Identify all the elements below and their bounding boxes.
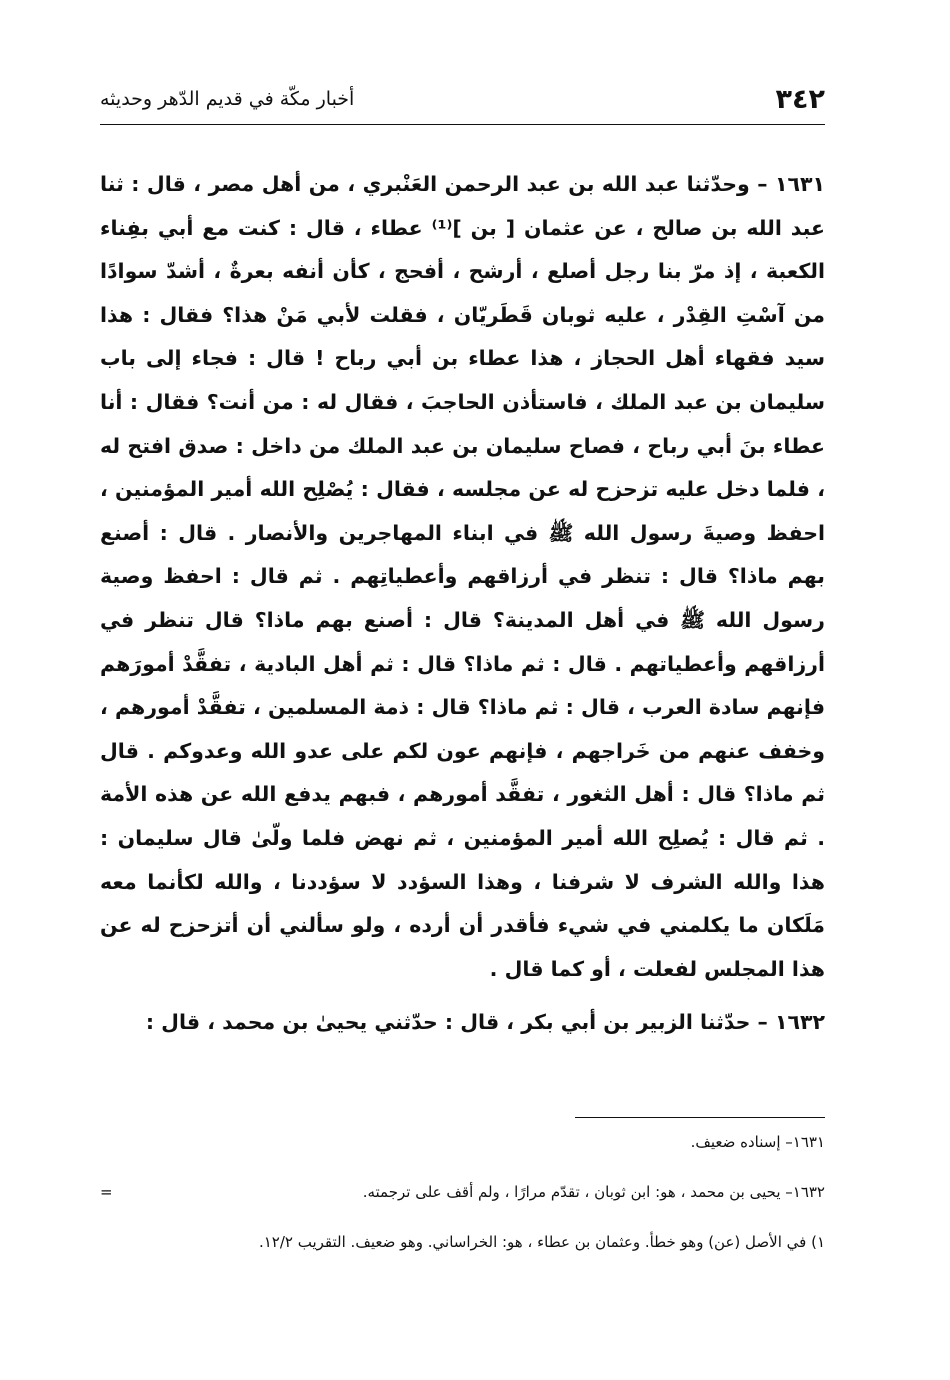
footnote-1632	[100, 1180, 825, 1204]
main-text	[100, 163, 825, 1045]
footnote-1632-text: ١٦٣٢– يحيى بن محمد ، هو: ابن ثوبان ، تقدّم مرارًا ، ولم أقف على ترجمته.	[362, 1183, 825, 1201]
hadith-1632: ١٦٣٢ – حدّثنا الزبير بن أبي بكر ، قال : حدّثني يحيىٰ بن محمد ، قال :	[145, 1010, 825, 1035]
footnote-continuation-mark: =	[100, 1183, 113, 1201]
footnote-1-text: ١) في الأصل (عن) وهو خطأ. وعثمان بن عطاء ، هو: الخراساني. وهو ضعيف. التقريب ١٢/٢.	[258, 1233, 825, 1251]
footnote-1631	[100, 1130, 825, 1154]
footnote-1631-text: ١٦٣١– إسناده ضعيف.	[690, 1133, 825, 1151]
running-header	[100, 82, 825, 120]
footnotes	[100, 1130, 825, 1280]
book-title: أخبار مكّة في قديم الدّهر وحديثه	[100, 88, 355, 110]
header-divider	[100, 124, 825, 125]
page-number: ٣٤٢	[775, 84, 825, 115]
hadith-1631: ١٦٣١ – وحدّثنا عبد الله بن عبد الرحمن العَنْبري ، من أهل مصر ، قال : ثنا عبد الله بن صالح ، عن عثمان [ بن ]⁽¹⁾ عطاء ، قال : كنت مع أبي بفِناء الكعبة ، إذ مرّ بنا رجل أصلع ، أرشح ، أفحج ، كأن أنفه بعرةٌ ، أشدّ سوادًا من آسْتِ القِدْر ، عليه ثوبان قَطَريّان ، فقلت لأبي مَنْ هذا؟ فقال : هذا سيد فقهاء أهل الحجاز ، هذا عطاء بن أبي رباح ! قال : فجاء إلى باب سليمان بن عبد الملك ، فاستأذن الحاجبَ ، فقال له : من أنت؟ فقال : أنا عطاء بنَ أبي رباح ، فصاح سليمان بن عبد الملك من داخل : صدق افتح له ، فلما دخل عليه تزحزح له عن مجلسه ، فقال : يُصْلِح الله أمير المؤمنين ، احفظ وصيةَ رسول الله ﷺ في ابناء المهاجرين والأنصار . قال : أصنع بهم ماذا؟ قال : تنظر في أرزاقهم وأعطياتِهم . ثم قال : احفظ وصية رسول الله ﷺ في أهل المدينة؟ قال : أصنع بهم ماذا؟ قال تنظر في أرزاقهم وأعطياتهم . قال : ثم ماذا؟ قال : ثم أهل البادية ، تفقَّدْ أمورَهم فإنهم سادة العرب ، قال : ثم ماذا؟ قال : ذمة المسلمين ، تفقَّدْ أمورهم ، وخفف عنهم من خَراجهم ، فإنهم عون لكم على عدو الله وعدوكم . قال ثم ماذا؟ قال : أهل الثغور ، تفقَّد أمورهم ، فبهم يدفع الله عن هذه الأمة . ثم قال : يُصلِح الله أمير المؤمنين ، ثم نهض فلما ولّىٰ قال سليمان : هذا والله الشرف لا شرفنا ، وهذا السؤدد لا سؤددنا ، والله لكأنما معه مَلَكان ما يكلمني في شيء فأقدر أن أرده ، ولو سألني أن أتزحزح له عن هذا المجلس لفعلت ، أو كما قال .	[100, 172, 825, 981]
footnote-divider	[575, 1117, 825, 1118]
footnote-1	[100, 1230, 825, 1254]
